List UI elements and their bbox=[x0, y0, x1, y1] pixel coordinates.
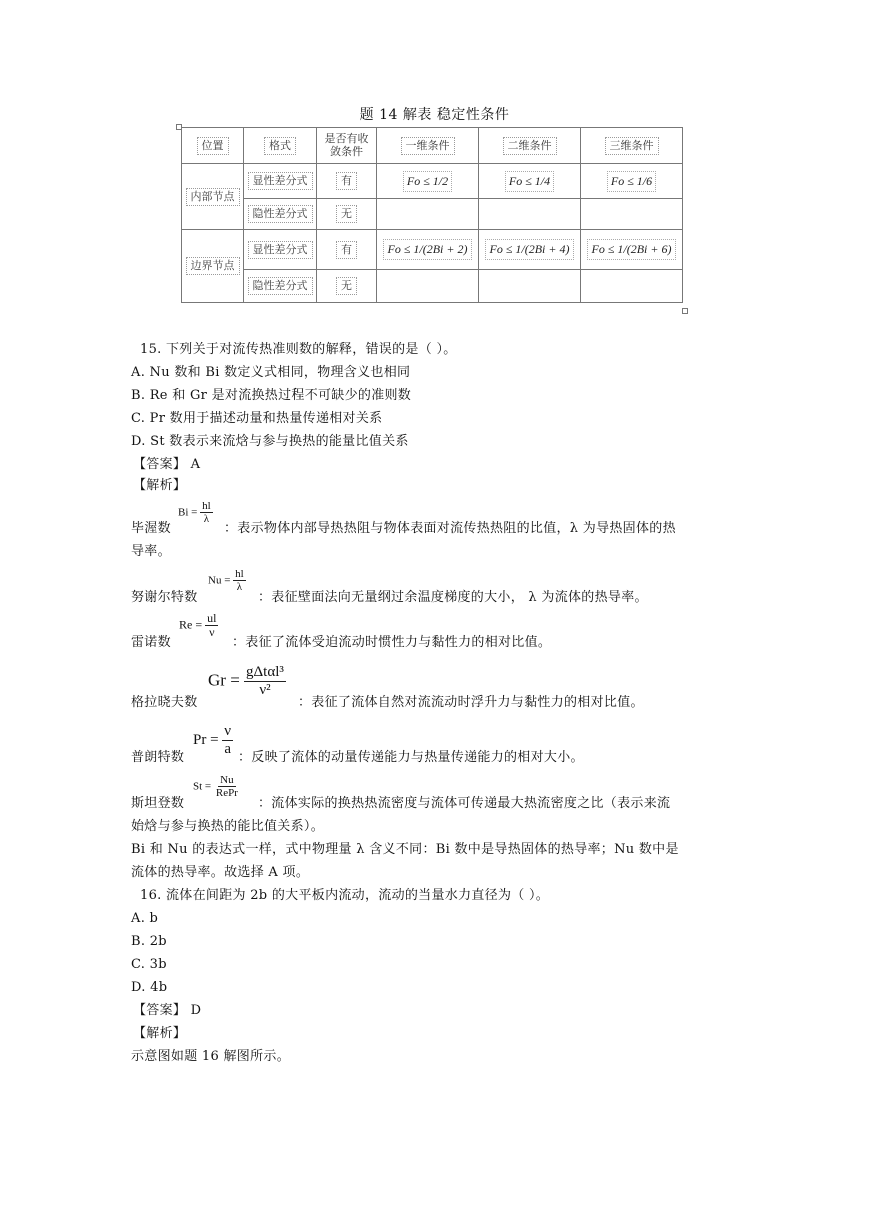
pr-description: ：反映了流体的动量传递能力与热量传递能力的相对大小。 bbox=[238, 750, 584, 765]
condition-3d-cell bbox=[581, 199, 683, 230]
table-row bbox=[182, 230, 683, 270]
bi-name: 毕渥数 bbox=[131, 521, 171, 536]
re-formula: Re = $\frac{ul}{\nu}$ bbox=[179, 611, 217, 640]
q15-option-d: D. St 数表示来流焓与参与换热的能量比值关系 bbox=[131, 434, 409, 449]
bi-formula: Bi = $\frac{hl}{\lambda}$ bbox=[178, 500, 211, 526]
re-name: 雷诺数 bbox=[131, 635, 171, 650]
st-name: 斯坦登数 bbox=[131, 796, 185, 811]
q15-conclusion-line-2: 流体的热导率。故选择 A 项。 bbox=[131, 865, 310, 880]
table-resize-icon bbox=[682, 308, 688, 314]
condition-2d-cell bbox=[479, 199, 581, 230]
q15-answer: 【答案】 A bbox=[133, 457, 201, 472]
q16-answer: 【答案】 D bbox=[133, 1003, 202, 1018]
nu-name: 努谢尔特数 bbox=[131, 590, 198, 605]
q15-option-a: A. Nu 数和 Bi 数定义式相同，物理含义也相同 bbox=[131, 365, 411, 380]
header-cell: 位置 bbox=[182, 128, 244, 164]
q16-stem: 16. 流体在间距为 2b 的大平板内流动，流动的当量水力直径为（ ）。 bbox=[140, 888, 550, 903]
table-row bbox=[182, 270, 683, 303]
gr-formula: Gr = $\frac{\text{gΔtαl³}}{\text{ν²}}$ bbox=[208, 664, 284, 698]
st-description-continued: 始焓与参与换热的能比值关系）。 bbox=[131, 819, 325, 834]
nu-formula: Nu = $\frac{hl}{\lambda}$ bbox=[208, 568, 244, 594]
st-description: ：流体实际的换热热流密度与流体可传递最大热流密度之比（表示来流 bbox=[258, 796, 671, 811]
condition-1d-cell bbox=[377, 270, 479, 303]
position-cell: 边界节点 bbox=[182, 230, 244, 303]
q16-option-c: C. 3b bbox=[131, 957, 167, 972]
st-formula: St = $\frac{Nu}{\text{RePr}}$ bbox=[193, 774, 238, 800]
condition-3d-cell: Fo ≤ 1/6 bbox=[581, 164, 683, 199]
header-cell: 二维条件 bbox=[479, 128, 581, 164]
header-cell: 格式 bbox=[244, 128, 317, 164]
q16-option-b: B. 2b bbox=[131, 934, 167, 949]
gr-name: 格拉晓夫数 bbox=[131, 695, 198, 710]
pr-formula: Pr = $\frac{\nu}{a}$ bbox=[193, 723, 232, 757]
q15-analysis-label: 【解析】 bbox=[133, 478, 187, 493]
bi-description: ：表示物体内部导热热阻与物体表面对流传热热阻的比值，λ 为导热固体的热 bbox=[224, 521, 676, 536]
q16-option-d: D. 4b bbox=[131, 980, 168, 995]
q15-option-b: B. Re 和 Gr 是对流换热过程不可缺少的准则数 bbox=[131, 388, 412, 403]
condition-3d-cell bbox=[581, 270, 683, 303]
table-header-row bbox=[182, 128, 683, 164]
condition-1d-cell: Fo ≤ 1/2 bbox=[377, 164, 479, 199]
re-description: ：表征了流体受迫流动时惯性力与黏性力的相对比值。 bbox=[232, 635, 552, 650]
pr-name: 普朗特数 bbox=[131, 750, 185, 765]
gr-description: ：表征了流体自然对流流动时浮升力与黏性力的相对比值。 bbox=[298, 695, 644, 710]
condition-1d-cell bbox=[377, 199, 479, 230]
table-handle-icon bbox=[176, 124, 182, 130]
condition-2d-cell: Fo ≤ 1/(2Bi + 4) bbox=[479, 230, 581, 270]
header-cell: 三维条件 bbox=[581, 128, 683, 164]
stability-table bbox=[181, 127, 683, 303]
scheme-cell: 显性差分式 bbox=[244, 164, 317, 199]
q15-option-c: C. Pr 数用于描述动量和热量传递相对关系 bbox=[131, 411, 383, 426]
table-row bbox=[182, 199, 683, 230]
table-row bbox=[182, 164, 683, 199]
converge-cell: 有 bbox=[317, 164, 377, 199]
scheme-cell: 隐性差分式 bbox=[244, 199, 317, 230]
header-cell: 是否有收敛条件 bbox=[317, 128, 377, 164]
condition-1d-cell: Fo ≤ 1/(2Bi + 2) bbox=[377, 230, 479, 270]
q15-conclusion-line-1: Bi 和 Nu 的表达式一样，式中物理量 λ 含义不同：Bi 数中是导热固体的热导率；Nu 数中是 bbox=[131, 842, 679, 857]
q15-stem: 15. 下列关于对流传热准则数的解释，错误的是（ ）。 bbox=[140, 342, 457, 357]
condition-2d-cell: Fo ≤ 1/4 bbox=[479, 164, 581, 199]
scheme-cell: 隐性差分式 bbox=[244, 270, 317, 303]
bi-description-continued: 导率。 bbox=[131, 544, 171, 559]
converge-cell: 无 bbox=[317, 270, 377, 303]
position-cell: 内部节点 bbox=[182, 164, 244, 230]
condition-3d-cell: Fo ≤ 1/(2Bi + 6) bbox=[581, 230, 683, 270]
q16-option-a: A. b bbox=[131, 911, 159, 926]
condition-2d-cell bbox=[479, 270, 581, 303]
converge-cell: 无 bbox=[317, 199, 377, 230]
nu-description: ：表征壁面法向无量纲过余温度梯度的大小， λ 为流体的热导率。 bbox=[258, 590, 648, 605]
table-caption: 题 14 解表 稳定性条件 bbox=[359, 107, 510, 123]
header-cell: 一维条件 bbox=[377, 128, 479, 164]
scheme-cell: 显性差分式 bbox=[244, 230, 317, 270]
q16-note: 示意图如题 16 解图所示。 bbox=[131, 1049, 291, 1064]
converge-cell: 有 bbox=[317, 230, 377, 270]
q16-analysis-label: 【解析】 bbox=[133, 1026, 187, 1041]
